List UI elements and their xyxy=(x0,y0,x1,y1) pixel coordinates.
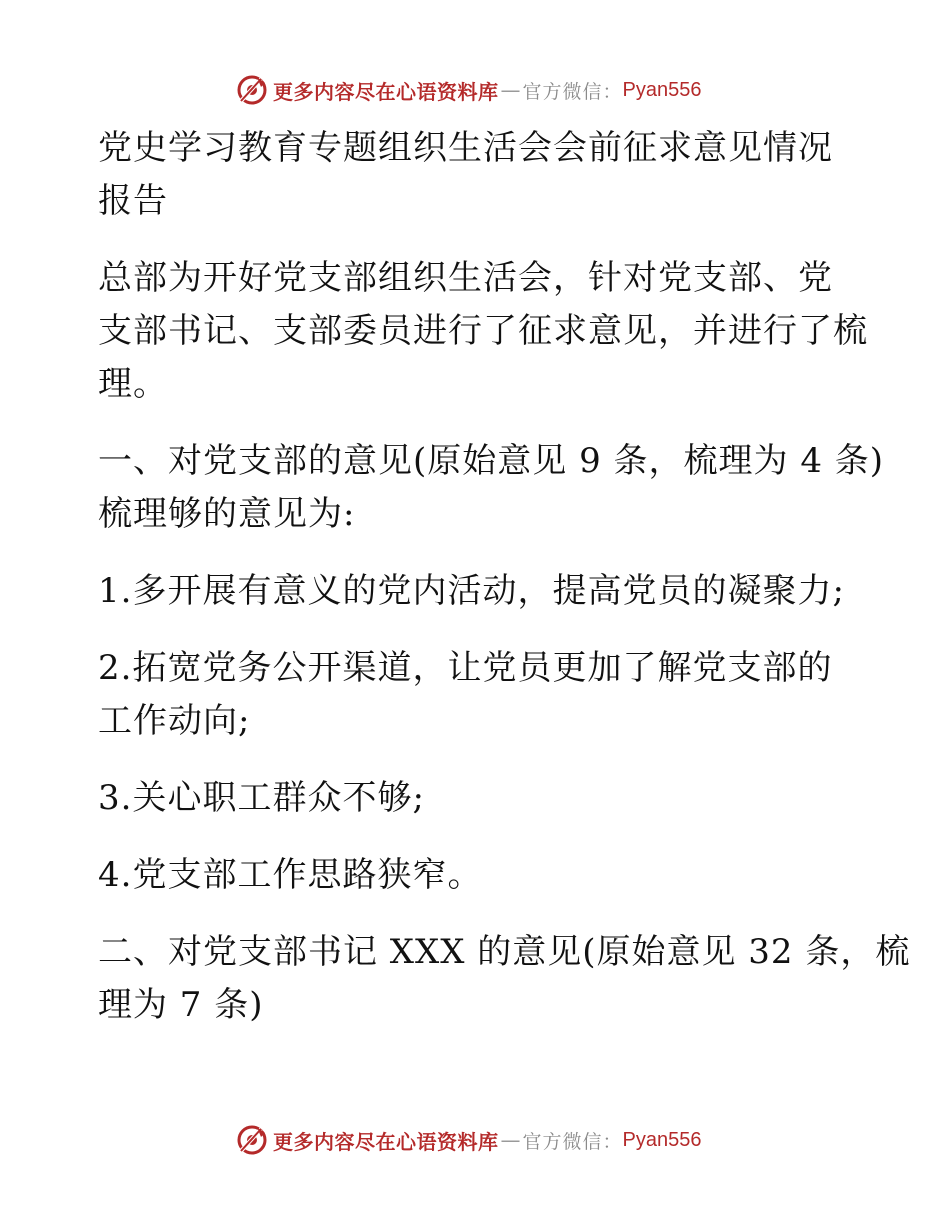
text-line: 报告 xyxy=(98,181,168,221)
text-line: 工作动向; xyxy=(98,701,251,741)
list-item-1 xyxy=(98,565,868,618)
document-title xyxy=(98,122,868,228)
text-line: 二、对党支部书记 XXX 的意见(原始意见 32 条，梳 xyxy=(98,932,911,972)
text-line: 2.拓宽党务公开渠道，让党员更加了解党支部的 xyxy=(98,648,833,688)
list-item-2 xyxy=(98,642,868,748)
watermark-brand-text: 更多内容尽在心语资料库 xyxy=(273,1129,499,1154)
text-line: 一、对党支部的意见(原始意见 9 条，梳理为 4 条) xyxy=(98,441,885,481)
text-line: 总部为开好党支部组织生活会，针对党支部、党 xyxy=(98,258,833,298)
text-line: 4.党支部工作思路狭窄。 xyxy=(98,855,483,895)
text-line: 理为 7 条) xyxy=(98,985,264,1025)
watermark-brand-text: 更多内容尽在心语资料库 xyxy=(273,79,499,104)
watermark-label: 官方微信： xyxy=(522,1130,623,1153)
watermark-banner-bottom xyxy=(235,1120,701,1160)
text-line: 支部书记、支部委员进行了征求意见，并进行了梳 xyxy=(98,311,868,351)
text-line: 理。 xyxy=(98,364,168,404)
text-line: 3.关心职工群众不够; xyxy=(98,778,425,818)
list-item-3 xyxy=(98,772,868,825)
section-heading-1 xyxy=(98,435,885,541)
section-heading-2 xyxy=(98,926,911,1032)
list-item-4 xyxy=(98,849,868,902)
watermark-banner-top xyxy=(235,70,701,110)
text-line: 梳理够的意见为: xyxy=(98,494,356,534)
brand-logo-icon xyxy=(235,1123,269,1157)
watermark-id: Pyan556 xyxy=(622,78,702,101)
watermark-id: Pyan556 xyxy=(622,1128,702,1151)
text-line: 1.多开展有意义的党内活动，提高党员的凝聚力; xyxy=(98,571,845,611)
text-line: 党史学习教育专题组织生活会会前征求意见情况 xyxy=(98,128,833,168)
brand-logo-icon xyxy=(235,73,269,107)
watermark-separator: — xyxy=(500,1128,521,1152)
watermark-label: 官方微信： xyxy=(522,80,623,103)
watermark-separator: — xyxy=(500,78,521,102)
intro-paragraph xyxy=(98,252,868,411)
document-body xyxy=(98,122,911,1056)
